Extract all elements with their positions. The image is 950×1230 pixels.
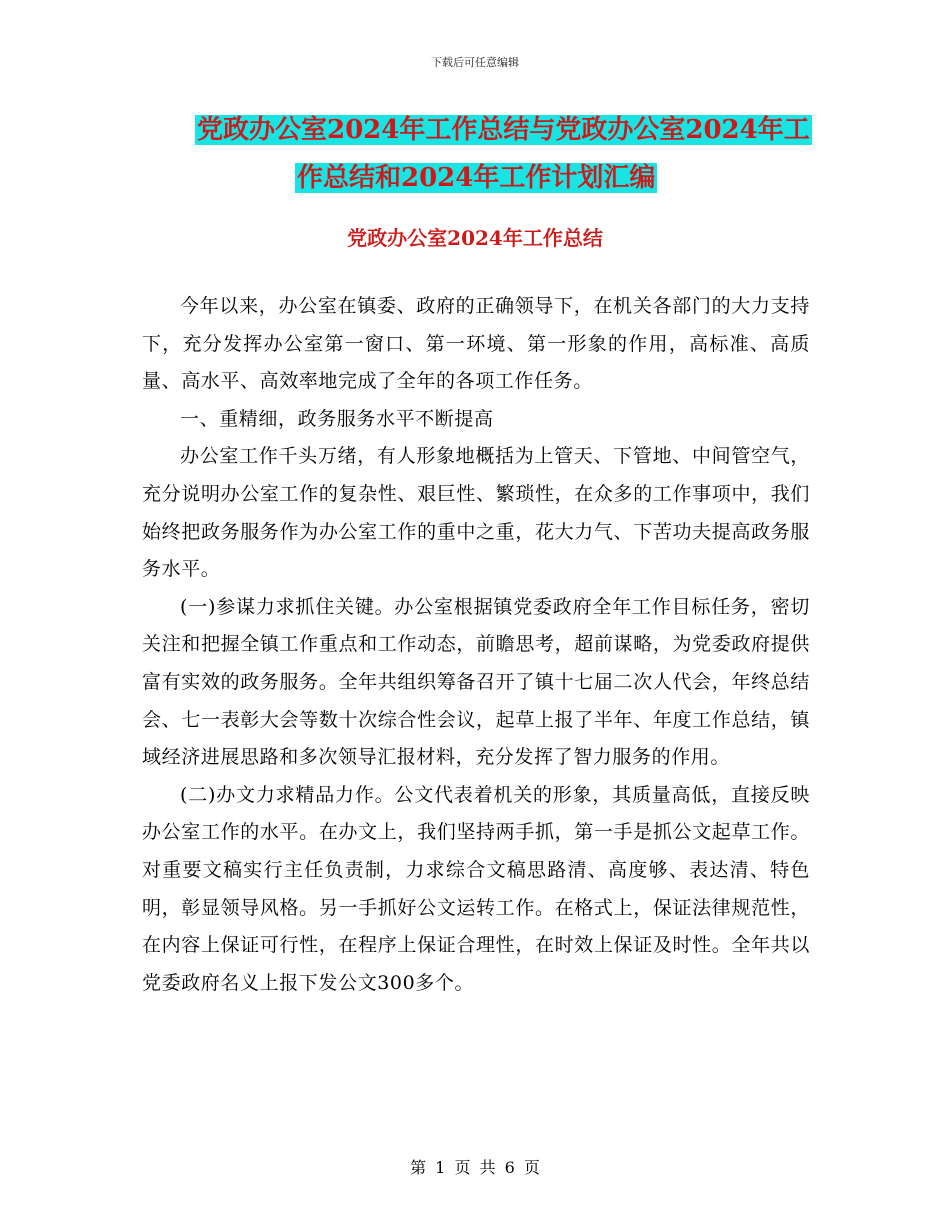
paragraph-item-2: (二)办文力求精品力作。公文代表着机关的形象，其质量高低，直接反映办公室工作的水平。在办文上，我们坚持两手抓，第一手是抓公文起草工作。对重要文稿实行主任负责制，力求综合文稿思路清、高度够、表达清、特色明，彰显领导风格。另一手抓好公文运转工作。在格式上，保证法律规范性，在内容上保证可行性，在程序上保证合理性，在时效上保证及时性。全年共以党委政府名义上报下发公文300多个。 (142, 783, 810, 994)
paragraph-intro: 今年以来，办公室在镇委、政府的正确领导下，在机关各部门的大力支持下，充分发挥办公室第一窗口、第一环境、第一形象的作用，高标准、高质量、高水平、高效率地完成了全年的各项工作任务。 (142, 295, 810, 393)
body-text (142, 288, 810, 1002)
header-note: 下载后可任意编辑 (431, 56, 519, 69)
document-title-line-1: 党政办公室2024年工作总结与党政办公室2024年工 (197, 115, 810, 145)
section-title: 党政办公室2024年工作总结 (347, 226, 603, 250)
paragraph-overview: 办公室工作千头万绪，有人形象地概括为上管天、下管地、中间管空气，充分说明办公室工作的复杂性、艰巨性、繁琐性，在众多的工作事项中，我们始终把政务服务作为办公室工作的重中之重，花大力气、下苦功夫提高政务服务水平。 (142, 445, 810, 581)
paragraph-item-1: (一)参谋力求抓住关键。办公室根据镇党委政府全年工作目标任务，密切关注和把握全镇工作重点和工作动态，前瞻思考，超前谋略，为党委政府提供富有实效的政务服务。全年共组织筹备召开了镇十七届二次人代会，年终总结会、七一表彰大会等数十次综合性会议，起草上报了半年、年度工作总结，镇域经济进展思路和多次领导汇报材料，充分发挥了智力服务的作用。 (142, 595, 810, 769)
paragraph-heading-1: 一、重精细，政务服务水平不断提高 (180, 407, 494, 430)
document-title (140, 106, 820, 202)
page-footer: 第 1 页 共 6 页 (410, 1158, 540, 1177)
document-title-line-2: 作总结和2024年工作计划汇编 (297, 163, 656, 193)
